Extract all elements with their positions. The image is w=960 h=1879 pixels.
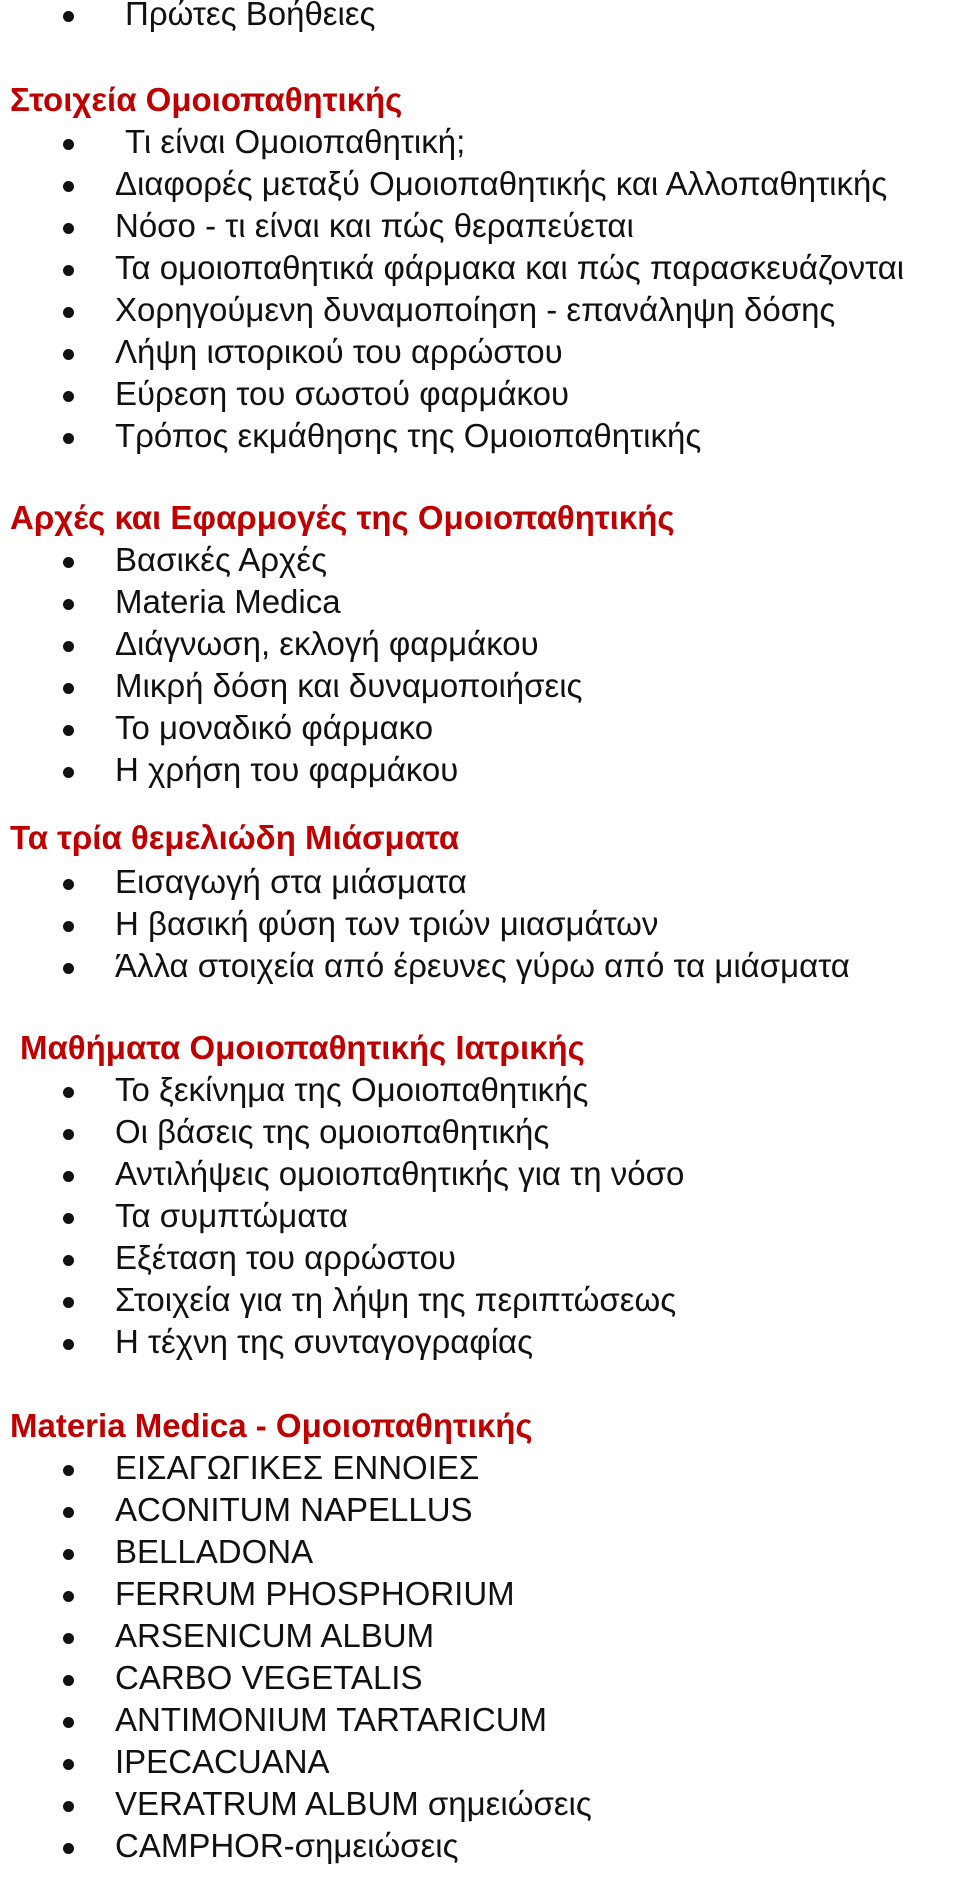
list-item-text: Τα συμπτώματα (115, 1197, 349, 1234)
list-item-text: Μικρή δόση και δυναμοποιήσεις (115, 667, 583, 704)
list-item-text: Η χρήση του φαρμάκου (115, 751, 459, 788)
bullet-icon (63, 1843, 74, 1854)
bullet-icon (63, 1801, 74, 1812)
list-item-text: Εισαγωγή στα μιάσματα (115, 863, 467, 900)
list-item-text: IPECACUANA (115, 1743, 330, 1780)
bullet-icon (63, 725, 74, 736)
list-item-text: Αντιλήψεις ομοιοπαθητικής για τη νόσο (115, 1155, 685, 1192)
list-item-text: Materia Medica (115, 583, 341, 620)
bullet-icon (63, 181, 74, 192)
list-item-text: Το ξεκίνημα της Ομοιοπαθητικής (115, 1071, 589, 1108)
list-item-text: ΕΙΣΑΓΩΓΙΚΕΣ ΕΝΝΟΙΕΣ (115, 1449, 480, 1486)
bullet-icon (63, 683, 74, 694)
bullet-icon (63, 265, 74, 276)
list-item-text: CARBO VEGETALIS (115, 1659, 423, 1696)
list-item-text: ACONITUM NAPELLUS (115, 1491, 473, 1528)
list-item-text: CAMPHOR-σημειώσεις (115, 1827, 459, 1864)
bullet-icon (63, 1759, 74, 1770)
list-item-text: FERRUM PHOSPHORIUM (115, 1575, 515, 1612)
bullet-icon (63, 1297, 74, 1308)
section-heading: Στοιχεία Ομοιοπαθητικής (10, 81, 403, 118)
bullet-icon (63, 1339, 74, 1350)
list-item-text: Τα ομοιοπαθητικά φάρμακα και πώς παρασκευάζονται (115, 249, 905, 286)
list-item-text: Εξέταση του αρρώστου (115, 1239, 456, 1276)
section-heading: Αρχές και Εφαρμογές της Ομοιοπαθητικής (10, 499, 675, 536)
bullet-icon (63, 1675, 74, 1686)
bullet-icon (63, 139, 74, 150)
list-item-text: Πρώτες Βοήθειες (125, 0, 376, 32)
bullet-icon (63, 1717, 74, 1728)
bullet-icon (63, 963, 74, 974)
list-item-text: Το μοναδικό φάρμακο (115, 709, 434, 746)
list-item-text: Άλλα στοιχεία από έρευνες γύρω από τα μιάσματα (115, 947, 850, 984)
list-item-text: Τρόπος εκμάθησης της Ομοιοπαθητικής (115, 417, 702, 454)
bullet-icon (63, 879, 74, 890)
list-item-text: Διαφορές μεταξύ Ομοιοπαθητικής και Αλλοπαθητικής (115, 165, 888, 202)
list-item-text: Νόσο - τι είναι και πώς θεραπεύεται (115, 207, 634, 244)
bullet-icon (63, 599, 74, 610)
list-item-text: Εύρεση του σωστού φαρμάκου (115, 375, 570, 412)
bullet-icon (63, 557, 74, 568)
list-item-text: ANTIMONIUM TARTARICUM (115, 1701, 548, 1738)
bullet-icon (63, 767, 74, 778)
list-item-text: Η βασική φύση των τριών μιασμάτων (115, 905, 659, 942)
list-item-text: Η τέχνη της συνταγογραφίας (115, 1323, 534, 1360)
bullet-icon (63, 1633, 74, 1644)
bullet-icon (63, 921, 74, 932)
section-heading: Materia Medica - Ομοιοπαθητικής (10, 1407, 533, 1444)
bullet-icon (63, 349, 74, 360)
list-item-text: Διάγνωση, εκλογή φαρμάκου (115, 625, 539, 662)
list-item-text: Τι είναι Ομοιοπαθητική; (125, 123, 466, 160)
bullet-icon (63, 641, 74, 652)
list-item-text: Βασικές Αρχές (115, 541, 327, 578)
list-item-text: Οι βάσεις της ομοιοπαθητικής (115, 1113, 550, 1150)
bullet-icon (63, 1255, 74, 1266)
bullet-icon (63, 1465, 74, 1476)
list-item-text: ARSENICUM ALBUM (115, 1617, 435, 1654)
section-heading: Τα τρία θεμελιώδη Μιάσματα (10, 819, 460, 856)
bullet-icon (63, 1549, 74, 1560)
bullet-icon (63, 433, 74, 444)
section-heading: Μαθήματα Ομοιοπαθητικής Ιατρικής (20, 1029, 585, 1066)
list-item-text: Στοιχεία για τη λήψη της περιπτώσεως (115, 1281, 677, 1318)
bullet-icon (63, 1087, 74, 1098)
list-item-text: Λήψη ιστορικού του αρρώστου (115, 333, 563, 370)
bullet-icon (63, 391, 74, 402)
bullet-icon (63, 11, 74, 22)
bullet-icon (63, 307, 74, 318)
bullet-icon (63, 1213, 74, 1224)
bullet-icon (63, 223, 74, 234)
bullet-icon (63, 1129, 74, 1140)
list-item-text: Χορηγούμενη δυναμοποίηση - επανάληψη δόσης (115, 291, 836, 328)
bullet-icon (63, 1591, 74, 1602)
list-item-text: VERATRUM ALBUM σημειώσεις (115, 1785, 592, 1822)
bullet-icon (63, 1507, 74, 1518)
list-item-text: BELLADONA (115, 1533, 314, 1570)
bullet-icon (63, 1171, 74, 1182)
